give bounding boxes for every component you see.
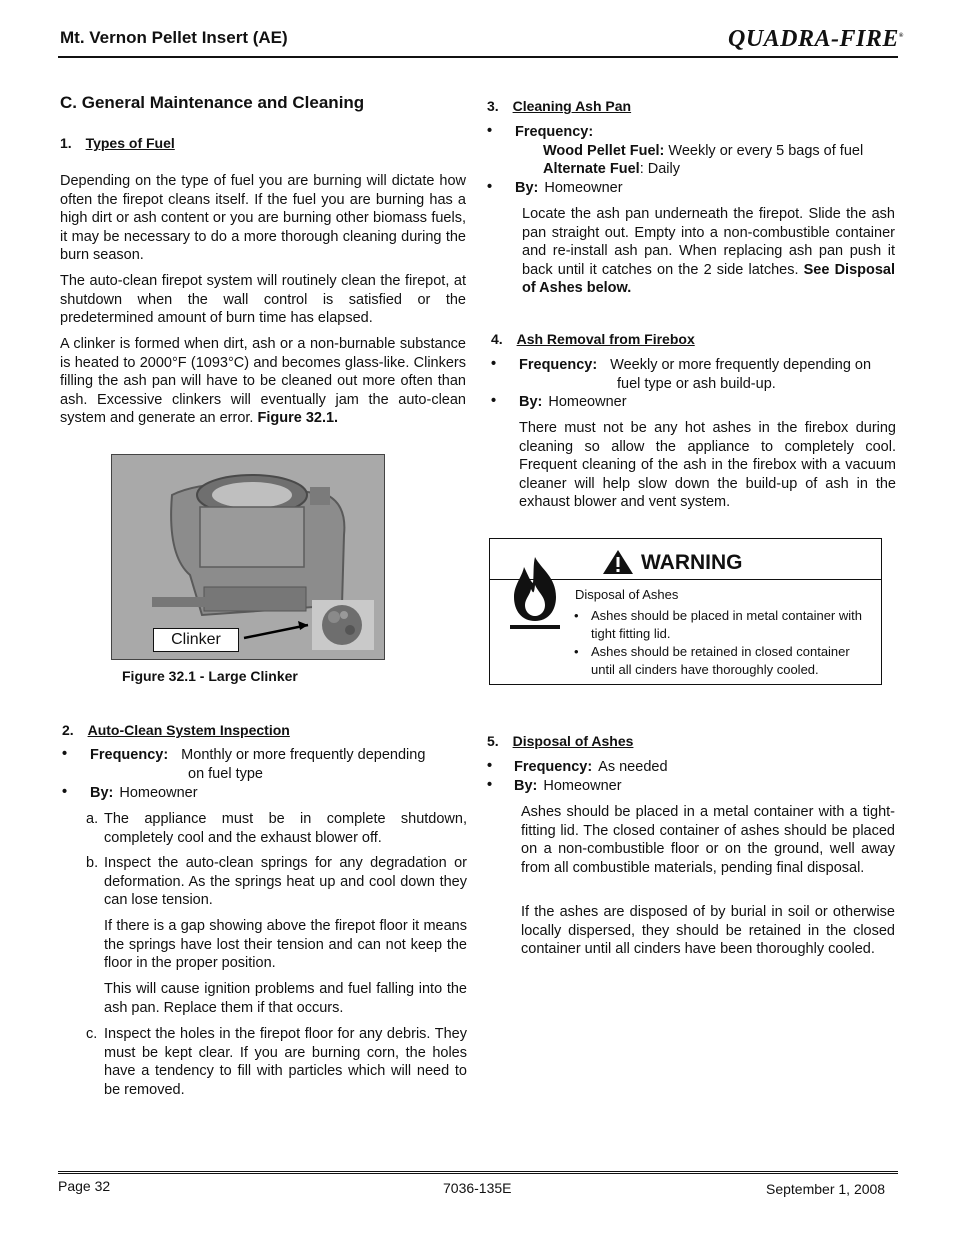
s1-title: Types of Fuel: [85, 135, 175, 151]
s5-bullet-frequency: •: [487, 758, 493, 774]
s1-heading: [60, 135, 175, 151]
s3-wood-pellet-fuel: [543, 142, 863, 161]
figure-reference: Figure 32.1.: [257, 410, 339, 427]
s2-by: [90, 784, 198, 803]
s3-paragraph-bold: See Disposal of Ashes below.: [522, 261, 895, 297]
s2-step-c: Inspect the holes in the firepot floor for any debris. They must be kept clear. If you are burning corn, the holes have a tendency to fill with particles which will need to be removed.: [104, 1026, 467, 1098]
s2-number: 2.: [62, 722, 74, 738]
s5-heading: [487, 733, 633, 749]
warning-box: [489, 538, 882, 685]
s4-by-value: Homeowner: [548, 394, 627, 410]
s1-paragraph-3: [60, 335, 466, 428]
s2-step-b-paragraph-3: This will cause ignition problems and fuel falling into the ash pan. Replace them if that occurs.: [104, 981, 467, 1016]
fire-hazard-icon: [506, 555, 564, 633]
s3-wood-label: Wood Pellet Fuel:: [543, 143, 665, 159]
s2-step-b: Inspect the auto-clean springs for any degradation or deformation. As the springs heat up and cool down they can lose tension.: [104, 855, 467, 909]
s4-bullet-by: •: [491, 393, 497, 409]
s3-bullet-by: •: [487, 179, 493, 195]
s2-title: Auto-Clean System Inspection: [87, 722, 290, 738]
footer-rule-bottom: [58, 1173, 898, 1174]
s3-frequency-label: Frequency:: [515, 124, 594, 140]
warning-title: Disposal of Ashes: [575, 587, 679, 602]
s5-paragraph-1: Ashes should be placed in a metal container with a tight-fitting lid. The closed container of ashes should be placed on a non-combustible floor or on the ground, well away from all combustible materials, pending final disposal.: [521, 804, 895, 876]
s5-paragraph-2: If the ashes are disposed of by burial in soil or otherwise locally dispersed, they should be retained in the closed container until all cinders have been thoroughly cooled.: [521, 904, 895, 958]
s2-frequency-label: Frequency:: [90, 747, 169, 763]
s2-bullet-by: •: [62, 784, 68, 800]
warning-bullet-1: •: [574, 608, 579, 623]
s2-step-a-mark: a.: [86, 811, 99, 827]
warning-bullet-2: •: [574, 644, 579, 659]
s5-title: Disposal of Ashes: [512, 733, 634, 749]
s3-by-value: Homeowner: [544, 180, 623, 196]
s2-heading: [62, 722, 290, 738]
s5-by-value: Homeowner: [543, 778, 622, 794]
warning-heading: WARNING: [641, 551, 743, 574]
s2-frequency-line-2: on fuel type: [188, 766, 263, 782]
s2-by-value: Homeowner: [119, 785, 198, 801]
s4-title: Ash Removal from Firebox: [516, 331, 695, 347]
page-number: Page 32: [58, 1178, 111, 1194]
s3-by: [515, 179, 623, 198]
s3-heading: [487, 98, 631, 114]
s2-step-b-mark: b.: [86, 855, 99, 871]
s1-paragraph-2: The auto-clean firepot system will routinely clean the firepot, at shutdown when the wall control is satisfied or the predetermined amount of burn time has elapsed.: [60, 273, 466, 327]
figure-caption: Figure 32.1 - Large Clinker: [122, 668, 298, 684]
footer-rule-top: [58, 1171, 898, 1172]
s2-by-label: By:: [90, 785, 114, 801]
clinker-label: Clinker: [153, 628, 239, 652]
s3-title: Cleaning Ash Pan: [512, 98, 632, 114]
s1-paragraph-3-text: A clinker is formed when dirt, ash or a non-burnable substance is heated to 2000°F (1093°C) and becomes glass-like. Clinkers filling the ash pan will have to be cleaned out more often than ash. Excessive clinkers will eventually jam the auto-clean system and generate an error.: [60, 336, 466, 427]
s1-number: 1.: [60, 135, 72, 151]
s3-by-label: By:: [515, 180, 539, 196]
header-rule: [58, 56, 898, 58]
s5-frequency-value: As needed: [598, 759, 668, 775]
warning-item-2: Ashes should be retained in closed container until all cinders have thoroughly cooled.: [591, 644, 850, 677]
s2-step-c-mark: c.: [86, 1026, 98, 1042]
document-title: Mt. Vernon Pellet Insert (AE): [60, 28, 288, 47]
s5-by-label: By:: [514, 778, 538, 794]
s3-number: 3.: [487, 98, 499, 114]
s3-paragraph: [522, 205, 895, 298]
s4-frequency-line-2: fuel type or ash build-up.: [617, 376, 776, 392]
s2-frequency-line-1: Monthly or more frequently depending: [181, 747, 426, 763]
s3-wood-value: Weekly or every 5 bags of fuel: [664, 143, 864, 159]
s5-by: [514, 777, 622, 796]
s3-bullet-frequency: •: [487, 123, 493, 139]
section-title: C. General Maintenance and Cleaning: [60, 93, 365, 112]
quadra-fire-logo: [728, 26, 904, 53]
s4-frequency: [519, 356, 871, 375]
s3-alt-value: : Daily: [639, 161, 680, 177]
s1-paragraph-1: Depending on the type of fuel you are burning will dictate how often the firepot cleans itself. If the fuel you are burning has a high dirt or ash content or you are burning other biomass fuels, it may be necessary to do a more thorough cleaning during the burn season.: [60, 173, 466, 264]
logo-text: QUADRA-FIRE: [728, 26, 899, 52]
s2-frequency: [90, 746, 425, 765]
s4-frequency-line-1: Weekly or more frequently depending on: [610, 357, 872, 373]
s3-alternate-fuel: [543, 160, 680, 179]
document-number: 7036-135E: [443, 1180, 512, 1196]
s5-frequency-label: Frequency:: [514, 759, 593, 775]
s2-step-a: The appliance must be in complete shutdown, completely cool and the exhaust blower off.: [104, 811, 467, 846]
s4-heading: [491, 331, 695, 347]
s5-number: 5.: [487, 733, 499, 749]
warning-triangle-icon: [602, 549, 634, 575]
s4-number: 4.: [491, 331, 503, 347]
s4-bullet-frequency: •: [491, 356, 497, 372]
logo-registered-mark: ®: [898, 33, 904, 39]
warning-item-1: Ashes should be placed in metal container with tight fitting lid.: [591, 608, 862, 641]
document-date: September 1, 2008: [766, 1181, 886, 1197]
s4-by-label: By:: [519, 394, 543, 410]
s4-by: [519, 393, 627, 412]
s2-step-b-paragraph-2: If there is a gap showing above the firepot floor it means the springs have lost their tension and can not keep the floor in the proper position.: [104, 918, 467, 972]
s3-alt-label: Alternate Fuel: [543, 161, 640, 177]
s5-frequency: [514, 758, 668, 777]
s4-paragraph: There must not be any hot ashes in the firebox during cleaning so allow the appliance to completely cool. Frequent cleaning of the ash in the firebox with a vacuum cleaner will help slow down the build-up of ash in the exhaust blower and vent system.: [519, 420, 896, 511]
s4-frequency-label: Frequency:: [519, 357, 598, 373]
s2-bullet-frequency: •: [62, 746, 68, 762]
s5-bullet-by: •: [487, 777, 493, 793]
s3-paragraph-text: Locate the ash pan underneath the firepot. Slide the ash pan straight out. Empty into a non-combustible container and re-install ash pan. When replacing ash pan push it back until it catches on the 2 side latches.: [522, 206, 895, 278]
